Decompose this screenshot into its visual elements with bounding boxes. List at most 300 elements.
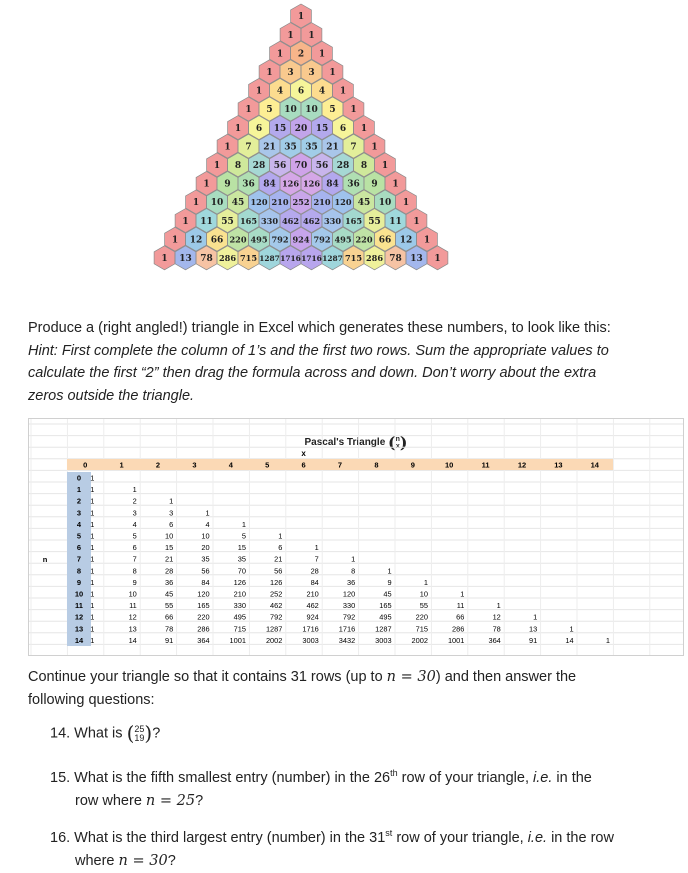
hex-value: 8: [234, 161, 242, 171]
cell-value: 78: [492, 624, 501, 634]
row-header: 5: [76, 531, 82, 541]
cell-value: 20: [201, 543, 210, 553]
sheet-grid: [29, 419, 683, 655]
hex-value: 330: [260, 215, 279, 226]
hex-value: 1: [276, 49, 284, 60]
question-text: row where: [75, 792, 146, 809]
cell-value: 14: [128, 635, 137, 645]
cell-value: 14: [565, 635, 574, 645]
question-line: [50, 850, 650, 873]
hex-value: 252: [292, 197, 310, 208]
hex-value: 126: [281, 178, 300, 189]
question-text: row of your triangle,: [392, 829, 528, 846]
cell-value: 1: [90, 531, 95, 541]
row-header: 7: [76, 554, 82, 564]
hex-value: 78: [389, 254, 402, 264]
hex-value: 1: [161, 254, 168, 264]
hex-value: 9: [371, 179, 378, 190]
row-header: 14: [74, 635, 84, 645]
cell-value: 56: [201, 566, 210, 576]
hex-value: 220: [355, 234, 373, 245]
hex-value: 21: [326, 142, 339, 153]
cell-value: 1: [90, 577, 95, 587]
cell-value: 11: [129, 601, 137, 611]
cell-value: 1: [90, 485, 95, 495]
hex-value: 1: [371, 142, 378, 153]
hex-value: 462: [281, 215, 300, 226]
hex-value: 1: [171, 235, 179, 246]
cell-value: 1: [90, 635, 95, 645]
cell-value: 364: [197, 635, 210, 645]
col-header: 3: [192, 460, 197, 470]
hex-value: 21: [263, 142, 276, 153]
cell-value: 120: [197, 589, 210, 599]
question-text: 16. What is the third largest entry (number) in the 31: [50, 829, 386, 846]
cell-value: 2002: [411, 635, 428, 645]
cell-value: 1: [90, 566, 95, 576]
cell-value: 1: [90, 624, 95, 634]
hex-value: 55: [221, 216, 234, 227]
cell-value: 715: [233, 624, 246, 634]
cell-value: 330: [342, 601, 356, 611]
hex-value: 792: [271, 234, 289, 245]
cell-value: 21: [164, 554, 174, 564]
col-header: 12: [517, 460, 527, 470]
hex-value: 1: [213, 161, 221, 171]
cell-value: 8: [351, 566, 356, 576]
col-header: 8: [374, 460, 379, 470]
cell-value: 1287: [265, 624, 283, 634]
hex-value: 10: [378, 198, 392, 209]
hint-line: Hint: First complete the column of 1’s and the first two rows. Sum the appropriate values to: [28, 342, 609, 359]
binom-close-paren: ): [399, 433, 408, 452]
cell-value: 35: [237, 554, 246, 564]
binom-top: 25: [134, 723, 145, 734]
cell-value: 28: [310, 566, 319, 576]
cell-value: 1: [569, 624, 574, 634]
cell-value: 210: [306, 589, 319, 599]
hex-value: 5: [329, 105, 336, 116]
row-header: 9: [76, 577, 82, 587]
hex-value: 715: [344, 253, 363, 263]
hex-value: 15: [315, 123, 329, 134]
binom-bottom: 19: [134, 732, 145, 743]
row-header: 8: [76, 566, 82, 576]
question-text: ?: [195, 792, 204, 809]
hex-value: 1: [234, 123, 242, 134]
cell-value: 286: [452, 624, 465, 634]
hex-value: 1: [266, 68, 273, 78]
hex-value: 1: [402, 198, 410, 209]
cell-value: 1: [314, 543, 319, 553]
hex-value: 55: [368, 216, 381, 227]
cell-value: 1: [205, 508, 210, 518]
hex-value: 70: [294, 161, 308, 171]
hex-value: 165: [344, 215, 363, 226]
hex-value: 1: [413, 216, 420, 227]
question-14: [50, 722, 650, 745]
question-15: [50, 762, 650, 813]
cell-value: 28: [164, 566, 174, 576]
cell-value: 7: [314, 554, 319, 564]
cell-value: 792: [342, 612, 356, 622]
binom-symbol: [134, 725, 144, 743]
hex-value: 1: [423, 235, 431, 246]
hex-value: 1716: [280, 254, 301, 263]
cell-value: 36: [346, 577, 356, 587]
cell-value: 1716: [302, 624, 319, 634]
hex-value: 12: [399, 235, 413, 246]
col-header: 9: [410, 460, 415, 470]
hex-value: 924: [292, 234, 310, 245]
superscript: th: [390, 768, 398, 778]
cell-value: 364: [488, 635, 501, 645]
cell-value: 1001: [447, 635, 465, 645]
cell-value: 11: [456, 601, 465, 611]
hex-value: 1: [392, 179, 399, 190]
cell-value: 8: [132, 566, 137, 576]
cell-value: 220: [415, 612, 428, 622]
hex-value: 286: [218, 253, 237, 263]
row-header: 2: [76, 496, 82, 506]
cell-value: 126: [270, 577, 283, 587]
cell-value: 286: [197, 624, 210, 634]
cell-value: 1: [90, 601, 95, 611]
cell-value: 1: [90, 496, 95, 506]
hex-value: 12: [189, 235, 203, 246]
hint-line: zeros outside the triangle.: [28, 387, 195, 404]
row-header: 11: [75, 601, 83, 611]
col-axis-label: x: [301, 449, 306, 458]
cell-value: 6: [278, 543, 283, 553]
cell-value: 1: [90, 473, 95, 483]
col-header: 14: [590, 460, 599, 470]
cell-value: 462: [270, 601, 283, 611]
cell-value: 1: [90, 612, 95, 622]
cell-value: 10: [201, 531, 210, 541]
followup: [28, 666, 668, 711]
cell-value: 10: [164, 531, 174, 541]
hex-value: 11: [389, 216, 402, 227]
superscript: st: [385, 828, 393, 838]
instructions: [28, 317, 668, 407]
cell-value: 1: [496, 601, 501, 611]
cell-value: 21: [274, 554, 283, 564]
hex-value: 6: [339, 123, 347, 134]
question-line: [50, 822, 650, 850]
hex-value: 7: [245, 142, 252, 153]
sheet-title-text: Pascal's Triangle: [304, 437, 386, 449]
hex-value: 1287: [259, 254, 280, 263]
cell-value: 15: [237, 543, 246, 553]
cell-value: 70: [237, 566, 246, 576]
hex-value: 78: [200, 254, 213, 264]
hex-value: 84: [263, 179, 276, 190]
hex-value: 6: [255, 123, 263, 134]
hex-value: 10: [284, 105, 297, 116]
hex-value: 56: [273, 161, 287, 171]
hex-value: 126: [302, 178, 321, 189]
hex-value: 1: [318, 49, 326, 60]
cell-value: 1: [423, 577, 428, 587]
cell-value: 3003: [302, 635, 319, 645]
cell-value: 1287: [375, 624, 392, 634]
hex-value: 1: [329, 68, 336, 78]
cell-value: 12: [128, 612, 137, 622]
hex-value: 8: [360, 161, 368, 171]
hex-value: 28: [336, 161, 350, 171]
cell-value: 1: [169, 496, 174, 506]
hint-line: calculate the first “2” then drag the formula across and down. Don’t worry about the extra: [28, 365, 597, 381]
cell-value: 3003: [375, 635, 392, 645]
cell-value: 7: [132, 554, 137, 564]
cell-value: 126: [233, 577, 246, 587]
cell-value: 2002: [265, 635, 283, 645]
cell-value: 715: [415, 624, 428, 634]
cell-value: 1: [387, 566, 392, 576]
hex-value: 3: [287, 68, 294, 78]
col-header: 2: [155, 460, 161, 470]
cell-value: 84: [201, 577, 210, 587]
hex-value: 715: [239, 253, 258, 263]
hex-value: 1: [224, 142, 231, 153]
hex-value: 120: [334, 197, 352, 208]
hex-value: 35: [284, 142, 297, 153]
hex-value: 1: [360, 123, 368, 134]
hex-value: 56: [315, 161, 329, 171]
cell-value: 1: [90, 519, 95, 529]
question-text: ?: [152, 725, 161, 742]
hex-value: 1: [339, 86, 347, 97]
hex-value: 330: [323, 215, 342, 226]
hex-value: 15: [273, 123, 287, 134]
cell-value: 13: [128, 624, 137, 634]
question-text: where: [75, 852, 119, 869]
excel-screenshot: [28, 418, 684, 656]
col-header: 5: [265, 460, 270, 470]
binom-open-paren: (: [126, 721, 135, 745]
hex-value: 10: [210, 198, 224, 209]
cell-value: 3: [132, 508, 137, 518]
cell-value: 45: [164, 589, 174, 599]
row-header: 1: [76, 485, 82, 495]
hex-value: 120: [250, 197, 268, 208]
cell-value: 3432: [338, 635, 356, 645]
cell-value: 15: [164, 543, 174, 553]
cell-value: 1: [241, 519, 246, 529]
hex-value: 165: [239, 215, 258, 226]
question-line: [50, 762, 650, 790]
hex-value: 1287: [322, 254, 343, 263]
cell-value: 10: [128, 589, 137, 599]
hex-value: 7: [350, 142, 357, 153]
hex-value: 1: [182, 216, 189, 227]
cell-value: 9: [132, 577, 137, 587]
hex-value: 462: [302, 215, 321, 226]
cell-value: 6: [169, 519, 174, 529]
cell-value: 13: [528, 624, 538, 634]
hex-value: 66: [210, 235, 224, 246]
hex-value: 36: [242, 179, 255, 190]
cell-value: 9: [387, 577, 392, 587]
cell-value: 1: [90, 508, 95, 518]
hex-value: 66: [378, 235, 392, 246]
hex-value: 1: [308, 30, 315, 41]
cell-value: 1716: [338, 624, 356, 634]
row-header: 12: [74, 612, 84, 622]
cell-value: 55: [419, 601, 428, 611]
row-header: 4: [76, 519, 82, 529]
cell-value: 1: [351, 554, 356, 564]
question-text: 14. What is: [50, 725, 123, 742]
cell-value: 45: [383, 589, 392, 599]
hex-value: 495: [334, 234, 352, 245]
binom-top: n: [395, 435, 400, 443]
hex-value: 84: [326, 179, 339, 190]
hex-value: 1: [350, 105, 357, 116]
question-text: 15. What is the fifth smallest entry (number) in the 26: [50, 769, 391, 786]
hex-value: 35: [305, 142, 318, 153]
col-header: 7: [337, 460, 343, 470]
cell-value: 1: [460, 589, 465, 599]
hex-value: 3: [308, 68, 315, 78]
hex-value: 5: [266, 105, 273, 116]
cell-value: 3: [169, 508, 174, 518]
cell-value: 1: [533, 612, 538, 622]
hex-value: 20: [294, 123, 308, 134]
cell-value: 330: [233, 601, 246, 611]
instruction-line: Produce a (right angled!) triangle in Excel which generates these numbers, to look like this:: [28, 320, 611, 336]
hex-value: 1716: [301, 254, 322, 263]
cell-value: 1: [90, 543, 95, 553]
hex-value: 45: [231, 198, 245, 209]
cell-value: 84: [310, 577, 319, 587]
followup-line: following questions:: [28, 691, 155, 708]
cell-value: 91: [164, 635, 174, 645]
question-text: row of your triangle,: [397, 769, 534, 786]
cell-value: 5: [132, 531, 137, 541]
hex-value: 6: [297, 86, 305, 97]
cell-value: 462: [306, 601, 319, 611]
col-header: 4: [228, 460, 233, 470]
hex-value: 11: [200, 216, 213, 227]
cell-value: 78: [164, 624, 174, 634]
col-header: 13: [554, 460, 563, 470]
cell-value: 1: [605, 635, 610, 645]
followup-text: ) and then answer the: [435, 669, 577, 685]
cell-value: 220: [197, 612, 210, 622]
followup-math: n = 30: [386, 669, 436, 685]
question-math: n = 25: [145, 792, 196, 809]
cell-value: 165: [379, 601, 392, 611]
col-header: 10: [445, 460, 454, 470]
row-header: 0: [76, 473, 82, 483]
binom-bottom: x: [395, 442, 400, 450]
cell-value: 210: [233, 589, 246, 599]
binom-open-paren: (: [388, 433, 396, 452]
cell-value: 12: [492, 612, 501, 622]
hex-value: 495: [250, 234, 268, 245]
question-text: in the row: [547, 829, 614, 846]
cell-value: 252: [270, 589, 283, 599]
cell-value: 1: [132, 485, 137, 495]
hex-value: 1: [203, 179, 210, 190]
cell-value: 6: [132, 543, 137, 553]
hex-value: 1: [245, 105, 252, 116]
hex-value: 2: [297, 49, 305, 60]
hex-value: 1: [287, 30, 294, 41]
cell-value: 1: [90, 589, 95, 599]
hex-value: 1: [192, 198, 200, 209]
hex-value: 1: [255, 86, 263, 97]
cell-value: 10: [419, 589, 428, 599]
cell-value: 1: [278, 531, 283, 541]
cell-value: 495: [379, 612, 392, 622]
row-header: 3: [76, 508, 82, 518]
hex-value: 1: [297, 12, 305, 23]
col-header: 6: [301, 460, 306, 470]
cell-value: 91: [528, 635, 538, 645]
cell-value: 924: [306, 612, 319, 622]
cell-value: 4: [205, 519, 210, 529]
col-header: 0: [83, 460, 88, 470]
cell-value: 35: [201, 554, 210, 564]
hex-value: 210: [313, 197, 331, 208]
cell-value: 165: [197, 601, 210, 611]
followup-line: [28, 666, 668, 689]
hex-value: 10: [305, 105, 318, 116]
question-text: ?: [167, 852, 176, 869]
hex-value: 4: [276, 86, 284, 97]
question-math: n = 30: [118, 852, 168, 869]
followup-text: Continue your triangle so that it contains 31 rows (up to: [28, 669, 387, 685]
hex-value: 45: [357, 198, 371, 209]
question-text: i.e.: [527, 829, 548, 846]
binom-close-paren: ): [144, 721, 153, 745]
cell-value: 1001: [229, 635, 246, 645]
row-header: 10: [74, 589, 84, 599]
hex-value: 210: [271, 197, 289, 208]
question-text: i.e.: [533, 769, 553, 786]
cell-value: 792: [270, 612, 283, 622]
row-axis-label: n: [42, 555, 48, 565]
cell-value: 120: [342, 589, 356, 599]
cell-value: 55: [164, 601, 174, 611]
cell-value: 66: [164, 612, 174, 622]
cell-value: 66: [456, 612, 465, 622]
cell-value: 495: [233, 612, 246, 622]
hex-value: 286: [365, 253, 384, 263]
col-header: 11: [481, 460, 490, 470]
hex-value: 1: [434, 254, 441, 264]
hex-value: 792: [313, 234, 331, 245]
col-header: 1: [119, 460, 124, 470]
hex-value: 1: [381, 161, 389, 171]
question-text: in the: [552, 769, 592, 786]
hex-value: 13: [410, 254, 423, 264]
cell-value: 2: [132, 496, 137, 506]
pascal-hexagon-triangle: [0, 0, 688, 290]
cell-value: 1: [90, 554, 95, 564]
hex-value: 9: [224, 179, 231, 190]
hex-value: 36: [347, 179, 360, 190]
hex-value: 13: [179, 254, 192, 264]
cell-value: 5: [241, 531, 246, 541]
hex-value: 220: [229, 234, 247, 245]
cell-value: 4: [132, 519, 137, 529]
row-header: 13: [74, 624, 84, 634]
question-line: [50, 790, 650, 813]
